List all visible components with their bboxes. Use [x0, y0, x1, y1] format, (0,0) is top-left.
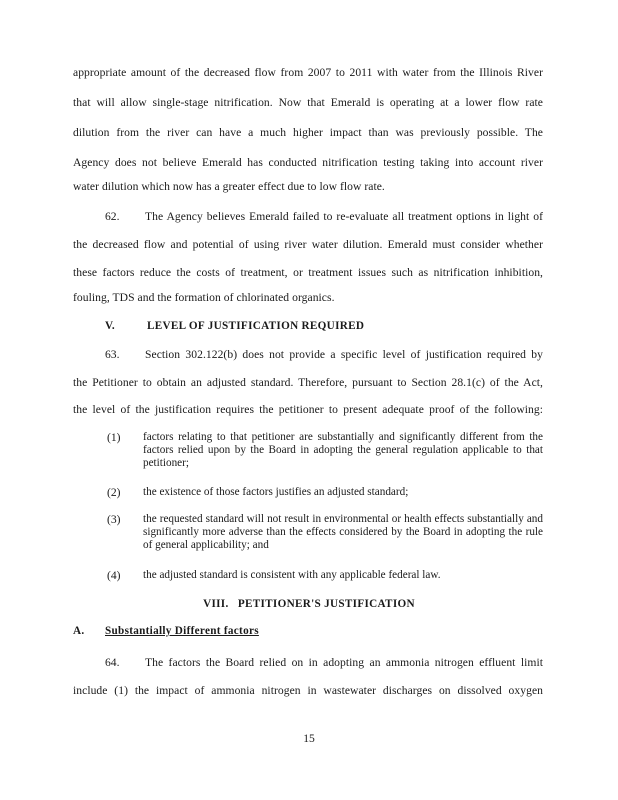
- paragraph-line: the level of the justification requires the petitioner to present adequate proof of the following:: [73, 403, 543, 416]
- paragraph-number: 64.: [105, 656, 120, 669]
- section-number: V.: [105, 320, 116, 332]
- paragraph-line: these factors reduce the costs of treatment, or treatment issues such as nitrification inhibition,: [73, 266, 543, 279]
- list-item-text: the existence of those factors justifies an adjusted standard;: [143, 486, 409, 498]
- list-item-text: factors relating to that petitioner are substantially and significantly different from the factors relied upon by the Board in adopting the general regulation applicable to that petitioner;: [143, 431, 543, 469]
- paragraph-line: fouling, TDS and the formation of chlorinated organics.: [73, 291, 335, 304]
- paragraph-number: 62.: [105, 210, 120, 223]
- list-item-number: (1): [107, 431, 121, 444]
- subsection-heading: Substantially Different factors: [105, 625, 259, 637]
- paragraph-line: the Petitioner to obtain an adjusted standard. Therefore, pursuant to Section 28.1(c) of the Act,: [73, 376, 543, 389]
- paragraph-line: The Agency believes Emerald failed to re-evaluate all treatment options in light of: [145, 210, 543, 223]
- section-heading: VIII. PETITIONER'S JUSTIFICATION: [203, 598, 415, 610]
- subsection-letter: A.: [73, 625, 85, 637]
- list-item-number: (4): [107, 569, 121, 582]
- page-number: 15: [303, 732, 315, 745]
- paragraph-line: dilution from the river can have a much higher impact than was previously possible. The: [73, 126, 543, 139]
- list-item-text: the requested standard will not result in environmental or health effects substantially and significantly more adverse than the effects considered by the Board in adopting the rule of general applicability; and: [143, 513, 543, 551]
- paragraph-line: Section 302.122(b) does not provide a specific level of justification required by: [145, 348, 543, 361]
- paragraph-line: Agency does not believe Emerald has conducted nitrification testing taking into account river: [73, 156, 543, 169]
- list-item-text: the adjusted standard is consistent with any applicable federal law.: [143, 569, 441, 581]
- paragraph-line: appropriate amount of the decreased flow from 2007 to 2011 with water from the Illinois River: [73, 66, 543, 79]
- paragraph-number: 63.: [105, 348, 120, 361]
- paragraph-line: the decreased flow and potential of using river water dilution. Emerald must consider whether: [73, 238, 543, 251]
- list-item-number: (3): [107, 513, 121, 526]
- list-item-number: (2): [107, 486, 121, 499]
- paragraph-line: water dilution which now has a greater effect due to low flow rate.: [73, 180, 385, 193]
- paragraph-line: include (1) the impact of ammonia nitrogen in wastewater discharges on dissolved oxygen: [73, 684, 543, 697]
- paragraph-line: The factors the Board relied on in adopting an ammonia nitrogen effluent limit: [145, 656, 543, 669]
- section-heading: LEVEL OF JUSTIFICATION REQUIRED: [147, 320, 365, 332]
- paragraph-line: that will allow single-stage nitrification. Now that Emerald is operating at a lower flow rate: [73, 96, 543, 109]
